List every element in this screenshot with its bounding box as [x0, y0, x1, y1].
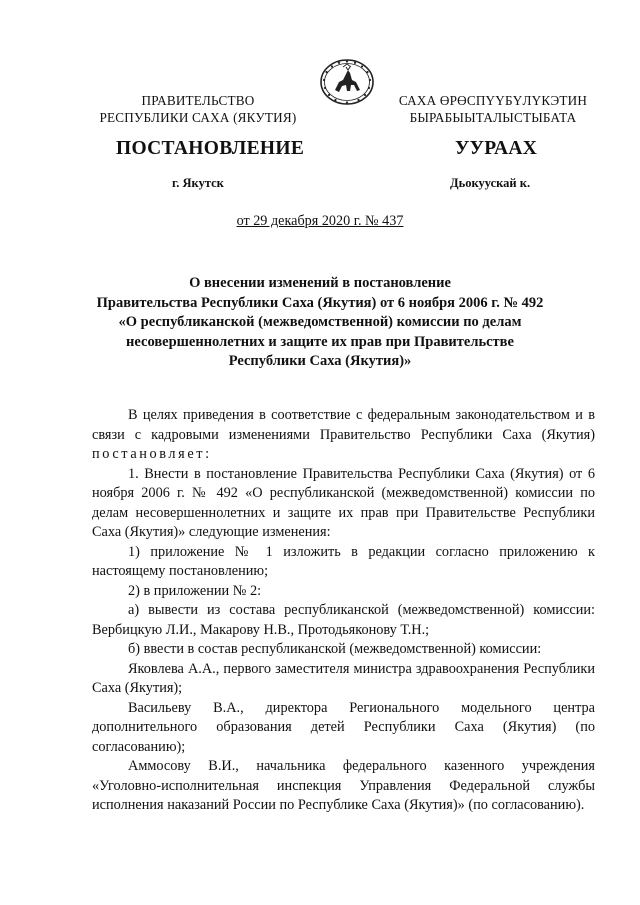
title-line: несовершеннолетних и защите их прав при Правительстве [126, 333, 514, 350]
issuer-line-2: РЕСПУБЛИКИ САХА (ЯКУТИЯ) [99, 109, 297, 125]
clause-1-2-b: б) ввести в состав республиканской (межведомственной) комиссии: [128, 641, 542, 657]
issuer-name-russian [88, 93, 308, 126]
clause-1-2: 2) в приложении № 2: [128, 582, 262, 599]
title-line: Правительства Республики Саха (Якутия) от 6 ноября 2006 г. № 492 [96, 294, 544, 311]
document-kind-russian: ПОСТАНОВЛЕНИЕ [116, 138, 305, 159]
issuer-line-1: ПРАВИТЕЛЬСТВО [141, 93, 255, 108]
clause-1-1: 1) приложение № 1 изложить в редакции согласно приложению к настоящему постановлению; [92, 543, 595, 579]
document-title [60, 274, 580, 372]
preamble-paragraph [92, 406, 595, 465]
issuer-name-yakut [383, 93, 603, 126]
document-date-number: от 29 декабря 2020 г. № 437 [236, 213, 404, 229]
issuer-line-2: БЫРАБЫЫТАЛЫСТЫБАТА [409, 109, 577, 125]
document-kind-yakut: УУРААХ [455, 138, 538, 159]
resolves-word: постановляет: [92, 446, 212, 462]
city-yakut: Дьокуускай к. [450, 176, 531, 190]
member-entry: Яковлева А.А., первого заместителя министра здравоохранения Республики Саха (Якутия); [92, 660, 595, 696]
document-body [92, 406, 595, 816]
clause-1-2-a: а) вывести из состава республиканской (межведомственной) комиссии: Вербицкую Л.И., Макарову Н.В., Протодьяконову Т.Н.; [92, 602, 595, 638]
title-line: «О республиканской (межведомственной) комиссии по делам [118, 314, 522, 330]
preamble-text: В целях приведения в соответствие с федеральным законодательством и в связи с кадровыми изменениями Правительство Республики Саха (Якутия) [92, 407, 595, 443]
member-entry: Аммосову В.И., начальника федерального казенного учреждения «Уголовно-исполнительная инспекция Управления Федеральной службы исполнения наказаний России по Республике Саха (Якутия)» (по согласованию). [92, 758, 595, 813]
title-line: О внесении изменений в постановление [189, 275, 451, 291]
member-entry: Васильеву В.А., директора Регионального модельного центра дополнительного образования детей Республики Саха (Якутия) (по согласованию); [92, 699, 595, 755]
city-russian: г. Якутск [172, 176, 224, 190]
coat-of-arms-icon [319, 58, 375, 106]
clause-1: 1. Внести в постановление Правительства Республики Саха (Якутия) от 6 ноября 2006 г. № 492 «О республиканской (межведомственной) комиссии по делам несовершеннолетних и защите их прав при Правительстве Республики Саха (Якутия)» следующие изменения: [92, 465, 595, 540]
issuer-line-1: САХА ӨРӨСПҮҮБҮЛҮКЭТИН [398, 93, 588, 108]
title-line: Республики Саха (Якутия)» [228, 353, 412, 369]
